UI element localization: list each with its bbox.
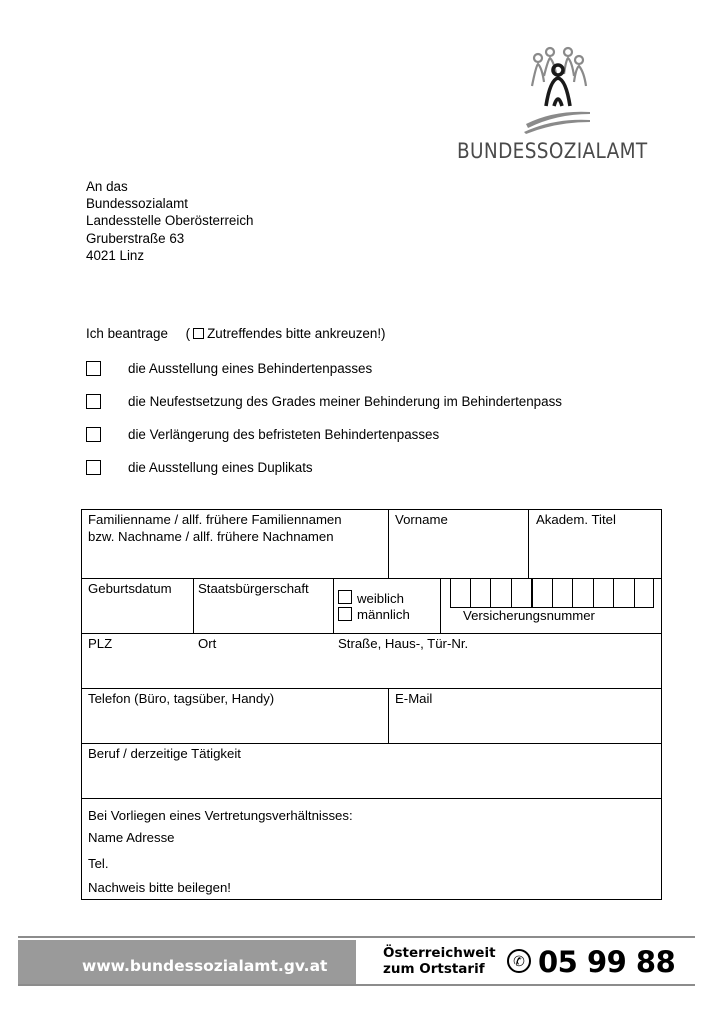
col-divider [388, 510, 389, 578]
row-divider [82, 633, 661, 634]
male-checkbox[interactable] [338, 607, 352, 621]
bundessozialamt-logo [452, 46, 662, 170]
street-label: Straße, Haus-, Tür-Nr. [338, 636, 469, 651]
row-divider [82, 798, 661, 799]
first-name-label: Vorname [395, 512, 448, 527]
intro-prefix: Ich beantrage [86, 326, 168, 341]
citizenship-field[interactable] [198, 581, 309, 596]
email-label: E-Mail [395, 691, 433, 706]
address-line: Bundessozialamt [86, 196, 188, 212]
option-label: die Neufestsetzung des Grades meiner Behinderung im Behindertenpass [128, 394, 562, 409]
family-name-label: Familienname / allf. frühere Familiennamen [88, 512, 342, 527]
phone-field[interactable] [88, 691, 274, 706]
website-link[interactable]: www.bundessozialamt.gv.at [82, 957, 328, 975]
hotline-number[interactable]: 05 99 88 [538, 945, 676, 979]
col-divider [193, 578, 194, 633]
male-label: männlich [357, 607, 410, 622]
option-checkbox[interactable] [86, 394, 101, 409]
option-checkbox[interactable] [86, 427, 101, 442]
insurance-number-boxes[interactable] [450, 578, 654, 608]
street-field[interactable] [338, 636, 468, 651]
representative-name-field[interactable] [88, 830, 175, 845]
female-label: weiblich [357, 591, 404, 606]
family-name-field[interactable] [88, 512, 342, 545]
birth-date-label: Geburtsdatum [88, 581, 172, 596]
address-line: Landesstelle Oberösterreich [86, 213, 254, 229]
option-checkbox[interactable] [86, 361, 101, 376]
footer-banner [18, 936, 695, 988]
phone-label: Telefon (Büro, tagsüber, Handy) [88, 691, 275, 706]
request-intro [86, 326, 386, 341]
city-field[interactable] [198, 636, 216, 651]
intro-paren: ( [185, 326, 191, 341]
birth-date-field[interactable] [88, 581, 172, 596]
recipient-address [86, 178, 253, 264]
col-divider [388, 688, 389, 743]
col-divider [528, 510, 529, 578]
city-label: Ort [198, 636, 217, 651]
hotline-line-2: zum Ortstarif [383, 960, 485, 977]
intro-hint: Zutreffendes bitte ankreuzen!) [207, 326, 386, 341]
address-line: 4021 Linz [86, 247, 145, 263]
family-name-label-2: bzw. Nachname / allf. frühere Nachnamen [88, 528, 334, 544]
option-checkbox[interactable] [86, 460, 101, 475]
col-divider [333, 578, 334, 633]
insurance-number-label: Versicherungsnummer [463, 608, 595, 623]
option-label: die Ausstellung eines Behindertenpasses [128, 361, 373, 376]
footer-url-panel [18, 940, 356, 984]
row-divider [82, 688, 661, 689]
option-label: die Ausstellung eines Duplikats [128, 460, 313, 475]
academic-title-label: Akadem. Titel [536, 512, 616, 527]
option-label: die Verlängerung des befristeten Behindertenpasses [128, 427, 440, 442]
citizenship-label: Staatsbürgerschaft [198, 581, 309, 596]
female-checkbox[interactable] [338, 590, 352, 604]
logo-figures-icon [524, 46, 592, 134]
proof-note: Nachweis bitte beilegen! [88, 880, 231, 895]
occupation-label: Beruf / derzeitige Tätigkeit [88, 746, 241, 761]
representative-phone-field[interactable] [88, 856, 109, 871]
col-divider [440, 578, 441, 633]
footer-divider [18, 984, 695, 986]
address-line: An das [86, 179, 128, 194]
postal-code-label: PLZ [88, 636, 113, 651]
academic-title-field[interactable] [536, 512, 616, 527]
hotline-caption [383, 946, 496, 977]
occupation-field[interactable] [88, 746, 241, 761]
logo-wordmark: BUNDESSOZIALAMT [457, 139, 648, 164]
applicant-form [81, 509, 662, 900]
telephone-icon: ✆ [507, 949, 531, 973]
first-name-field[interactable] [395, 512, 448, 527]
email-field[interactable] [395, 691, 432, 706]
address-line: Gruberstraße 63 [86, 230, 185, 246]
postal-code-field[interactable] [88, 636, 112, 651]
row-divider [82, 743, 661, 744]
representative-name-label: Name Adresse [88, 830, 175, 845]
representative-phone-label: Tel. [88, 856, 109, 871]
footer-divider [18, 936, 695, 938]
example-checkbox-icon [193, 328, 204, 339]
hotline-line-1: Österreichweit [383, 945, 496, 961]
representation-title: Bei Vorliegen eines Vertretungsverhältnisses: [88, 808, 353, 823]
